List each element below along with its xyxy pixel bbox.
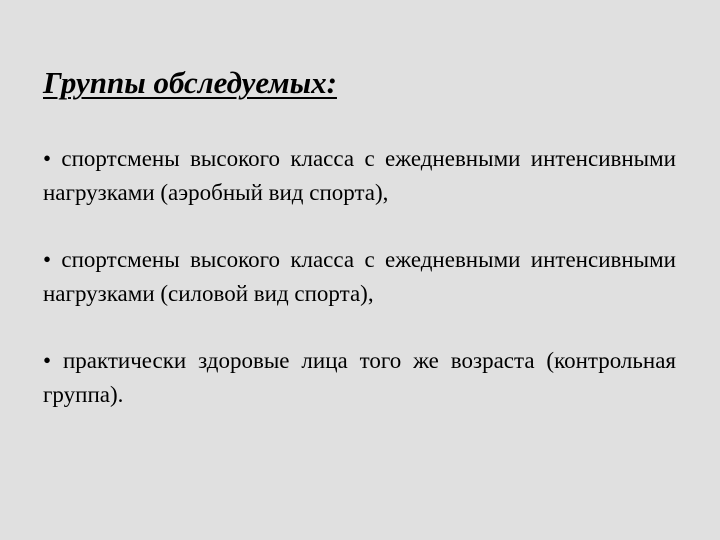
bullet-list (43, 142, 676, 445)
bullet-item-aerobic: • спортсмены высокого класса с ежедневными интенсивными нагрузками (аэробный вид спорта), (43, 146, 676, 205)
bullet-item-strength: • спортсмены высокого класса с ежедневными интенсивными нагрузками (силовой вид спорта), (43, 247, 676, 306)
bullet-item-control: • практически здоровые лица того же возраста (контрольная группа). (43, 348, 676, 407)
slide-title: Группы обследуемых: (43, 65, 337, 100)
